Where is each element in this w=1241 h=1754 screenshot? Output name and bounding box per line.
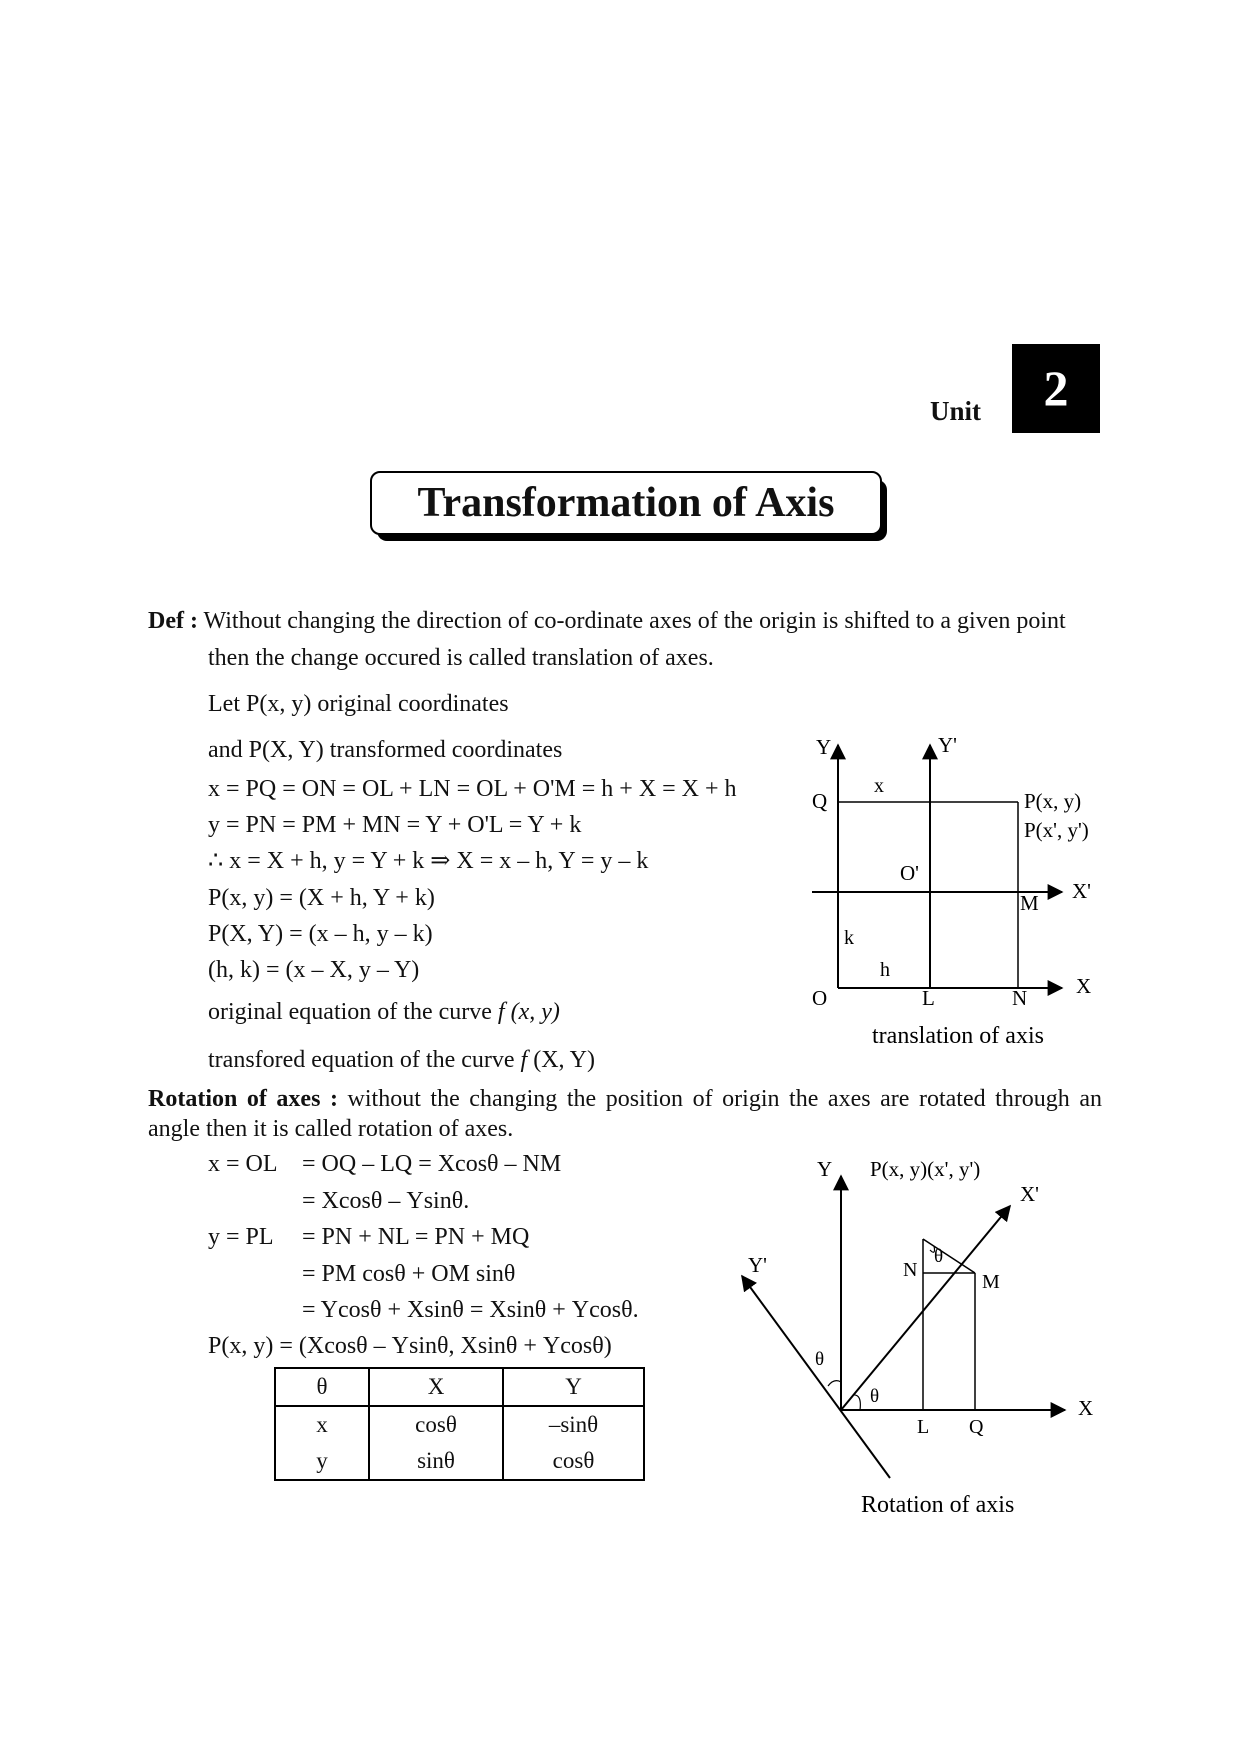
unit-number-badge: 2 bbox=[1012, 344, 1100, 433]
curve-original-line bbox=[208, 998, 560, 1026]
definition-line-2: then the change occured is called translation of axes. bbox=[208, 645, 714, 671]
table-row bbox=[275, 1406, 644, 1443]
eq-y-line-1: = PN + NL = PN + MQ bbox=[302, 1224, 530, 1250]
label-L: L bbox=[922, 986, 935, 1010]
label-L: L bbox=[917, 1416, 930, 1438]
angle-arc-left bbox=[828, 1381, 841, 1386]
label-X-prime: X' bbox=[1020, 1182, 1039, 1206]
curve-original-function: f (x, y) bbox=[497, 999, 560, 1025]
curve-transformed-line bbox=[208, 1046, 595, 1074]
table-cell: sinθ bbox=[369, 1443, 503, 1480]
label-P-xpyp: P(x', y') bbox=[1024, 818, 1089, 842]
translation-line: P(x, y) = (X + h, Y + k) bbox=[208, 885, 435, 911]
label-M: M bbox=[982, 1271, 1000, 1293]
line-PM bbox=[923, 1239, 975, 1273]
table-cell: y bbox=[275, 1443, 369, 1480]
translation-diagram bbox=[800, 730, 1120, 1060]
rotation-result: P(x, y) = (Xcosθ – Ysinθ, Xsinθ + Ycosθ) bbox=[208, 1333, 612, 1359]
translation-line: Let P(x, y) original coordinates bbox=[208, 691, 509, 717]
label-Y: Y bbox=[817, 1157, 833, 1181]
definition-line-1 bbox=[148, 607, 1102, 635]
label-Y-prime: Y' bbox=[938, 733, 957, 757]
translation-line: and P(X, Y) transformed coordinates bbox=[208, 737, 563, 763]
table-header-cell: θ bbox=[275, 1368, 369, 1406]
label-Q: Q bbox=[812, 789, 828, 813]
angle-arc-right bbox=[853, 1395, 860, 1410]
table-cell: x bbox=[275, 1406, 369, 1443]
rotation-label: Rotation of axes : bbox=[148, 1086, 338, 1112]
table-cell: cosθ bbox=[369, 1406, 503, 1443]
label-theta-top: θ bbox=[934, 1246, 944, 1267]
label-Y: Y bbox=[816, 735, 832, 759]
eq-x-line-2: = Xcosθ – Ysinθ. bbox=[302, 1188, 470, 1214]
label-X: X bbox=[1076, 974, 1092, 998]
table-row bbox=[275, 1443, 644, 1480]
translation-line: P(X, Y) = (x – h, y – k) bbox=[208, 921, 433, 947]
translation-line: (h, k) = (x – X, y – Y) bbox=[208, 957, 420, 983]
table-header-cell: Y bbox=[503, 1368, 644, 1406]
label-Y-prime: Y' bbox=[748, 1253, 767, 1277]
rotation-diagram bbox=[720, 1150, 1140, 1530]
rotation-text: without the changing the position of origin the axes are rotated through an angle then it is called rotation of axes. bbox=[148, 1086, 1103, 1142]
label-N: N bbox=[903, 1259, 918, 1281]
eq-y-line-3: = Ycosθ + Xsinθ = Xsinθ + Ycosθ. bbox=[302, 1297, 639, 1323]
label-N: N bbox=[1012, 986, 1028, 1010]
label-theta-left: θ bbox=[815, 1349, 825, 1370]
label-Q: Q bbox=[969, 1416, 984, 1438]
unit-label: Unit bbox=[930, 396, 982, 426]
rotation-diagram-caption: Rotation of axis bbox=[861, 1492, 1015, 1518]
label-k: k bbox=[844, 927, 854, 949]
rotation-table bbox=[274, 1367, 645, 1481]
x-axis-rotated bbox=[841, 1206, 1010, 1410]
table-header-cell: X bbox=[369, 1368, 503, 1406]
translation-line: x = PQ = ON = OL + LN = OL + O'M = h + X = X + h bbox=[208, 776, 737, 802]
eq-y-line-2: = PM cosθ + OM sinθ bbox=[302, 1261, 516, 1287]
label-x: x bbox=[874, 775, 884, 797]
curve-original-text: original equation of the curve bbox=[208, 999, 498, 1025]
translation-line: y = PN = PM + MN = Y + O'L = Y + k bbox=[208, 812, 582, 838]
label-X: X bbox=[1078, 1396, 1094, 1420]
definition-label: Def : bbox=[148, 608, 198, 634]
page-title: Transformation of Axis bbox=[370, 471, 882, 535]
table-header-row bbox=[275, 1368, 644, 1406]
translation-line: ∴ x = X + h, y = Y + k ⇒ X = x – h, Y = y – k bbox=[208, 848, 649, 874]
label-M: M bbox=[1020, 891, 1039, 915]
label-theta-right: θ bbox=[870, 1386, 880, 1407]
eq-y-lhs: y = PL bbox=[208, 1224, 274, 1250]
translation-diagram-caption: translation of axis bbox=[872, 1023, 1044, 1049]
definition-text-1: Without changing the direction of co-ordinate axes of the origin is shifted to a given point bbox=[203, 608, 1066, 634]
label-P: P(x, y)(x', y') bbox=[870, 1157, 981, 1181]
label-P-xy: P(x, y) bbox=[1024, 789, 1082, 813]
eq-x-line-1: = OQ – LQ = Xcosθ – NM bbox=[302, 1151, 562, 1177]
label-X-prime: X' bbox=[1072, 879, 1091, 903]
label-O: O bbox=[812, 986, 828, 1010]
label-h: h bbox=[880, 959, 890, 981]
table-cell: –sinθ bbox=[503, 1406, 644, 1443]
curve-transformed-args: (X, Y) bbox=[527, 1047, 595, 1073]
table-cell: cosθ bbox=[503, 1443, 644, 1480]
rotation-definition bbox=[148, 1084, 1102, 1144]
eq-x-lhs: x = OL bbox=[208, 1151, 278, 1177]
curve-transformed-text: transfored equation of the curve bbox=[208, 1047, 521, 1073]
curve-transformed-function: f bbox=[520, 1047, 528, 1073]
label-O-prime: O' bbox=[900, 861, 919, 885]
